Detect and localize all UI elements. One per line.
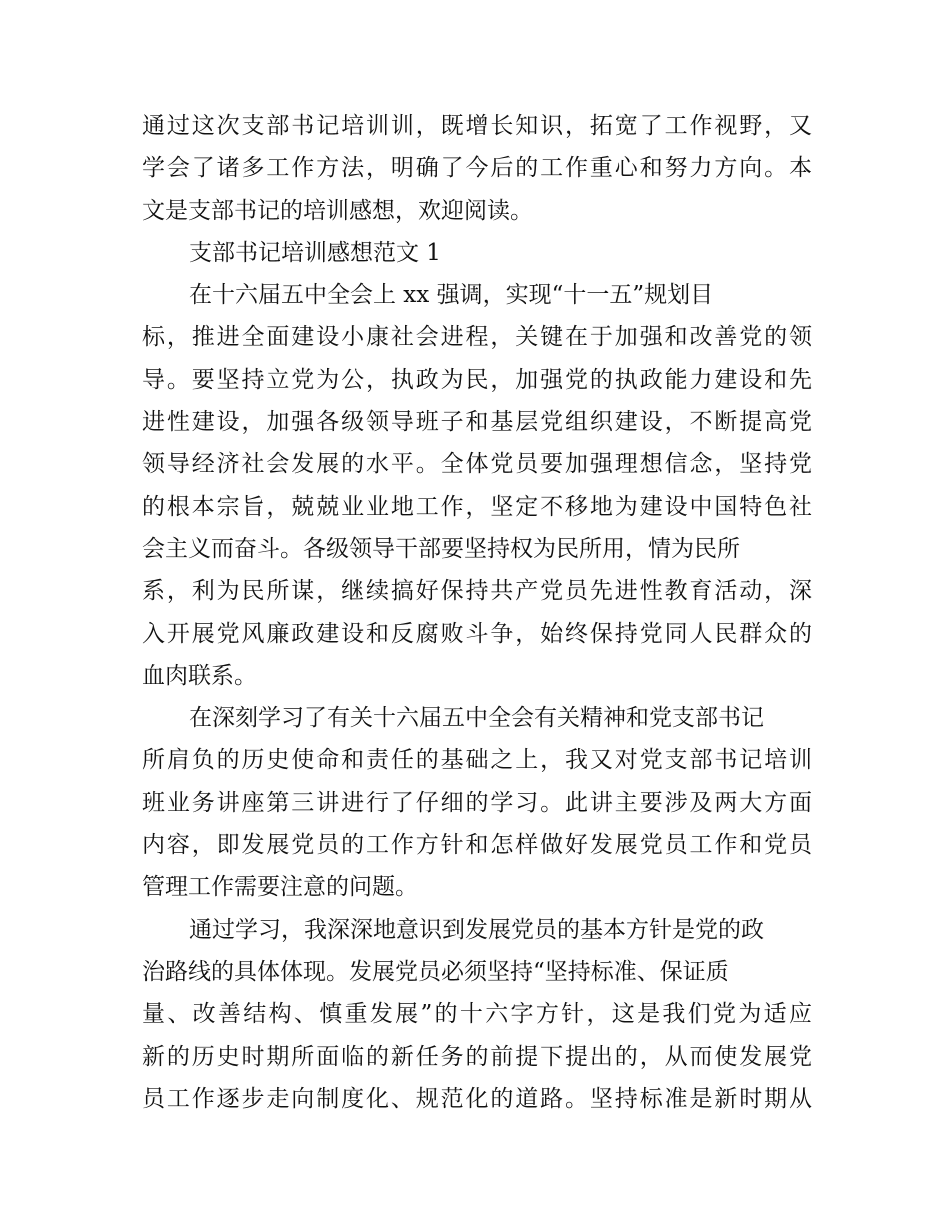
para1-line-7: 会主义而奋斗。各级领导干部要坚持权为民所用，情为民所 <box>142 535 740 562</box>
para3-line-5: 员工作逐步走向制度化、规范化的道路。坚持标准是新时期从 <box>142 1085 812 1112</box>
para1-line-3: 导。要坚持立党为公，执政为民，加强党的执政能力建设和先 <box>142 366 812 393</box>
para2-line-5: 管理工作需要注意的问题。 <box>142 874 418 901</box>
para3-line-3: 量、改善结构、慎重发展”的十六字方针，这是我们党为适应 <box>142 1001 812 1028</box>
intro-line-1: 通过这次支部书记培训训，既增长知识，拓宽了工作视野，又 <box>142 113 812 139</box>
intro-line-2: 学会了诸多工作方法，明确了今后的工作重心和努力方向。本 <box>142 155 812 182</box>
para2-line-2: 所肩负的历史使命和责任的基础之上，我又对党支部书记培训 <box>142 747 812 774</box>
para1-line-10: 血肉联系。 <box>142 662 257 689</box>
para1-line-5: 领导经济社会发展的水平。全体党员要加强理想信念，坚持党 <box>142 451 812 478</box>
intro-line-3: 文是支部书记的培训感想，欢迎阅读。 <box>142 197 533 224</box>
document-body <box>142 105 812 1120</box>
para3-line-1: 通过学习，我深深地意识到发展党员的基本方针是党的政 <box>189 916 764 943</box>
para2-line-4: 内容，即发展党员的工作方针和怎样做好发展党员工作和党员 <box>142 832 812 859</box>
section-heading: 支部书记培训感想范文 1 <box>189 239 441 266</box>
para2-line-3: 班业务讲座第三讲进行了仔细的学习。此讲主要涉及两大方面 <box>142 789 812 816</box>
para1-line-4: 进性建设，加强各级领导班子和基层党组织建设，不断提高党 <box>142 409 812 436</box>
para1-line-6: 的根本宗旨，兢兢业业地工作，坚定不移地为建设中国特色社 <box>142 493 812 520</box>
para1-line-2: 标，推进全面建设小康社会进程，关键在于加强和改善党的领 <box>142 324 812 351</box>
para1-line-8: 系，利为民所谋，继续搞好保持共产党员先进性教育活动，深 <box>142 578 812 605</box>
para2-line-1: 在深刻学习了有关十六届五中全会有关精神和党支部书记 <box>189 705 764 732</box>
para1-line-1: 在十六届五中全会上 xx 强调，实现“十一五”规划目 <box>189 282 714 309</box>
para1-line-9: 入开展党风廉政建设和反腐败斗争，始终保持党同人民群众的 <box>142 620 812 647</box>
para3-line-2: 治路线的具体体现。发展党员必须坚持“坚持标准、保证质 <box>142 958 729 985</box>
para3-line-4: 新的历史时期所面临的新任务的前提下提出的，从而使发展党 <box>142 1043 812 1070</box>
